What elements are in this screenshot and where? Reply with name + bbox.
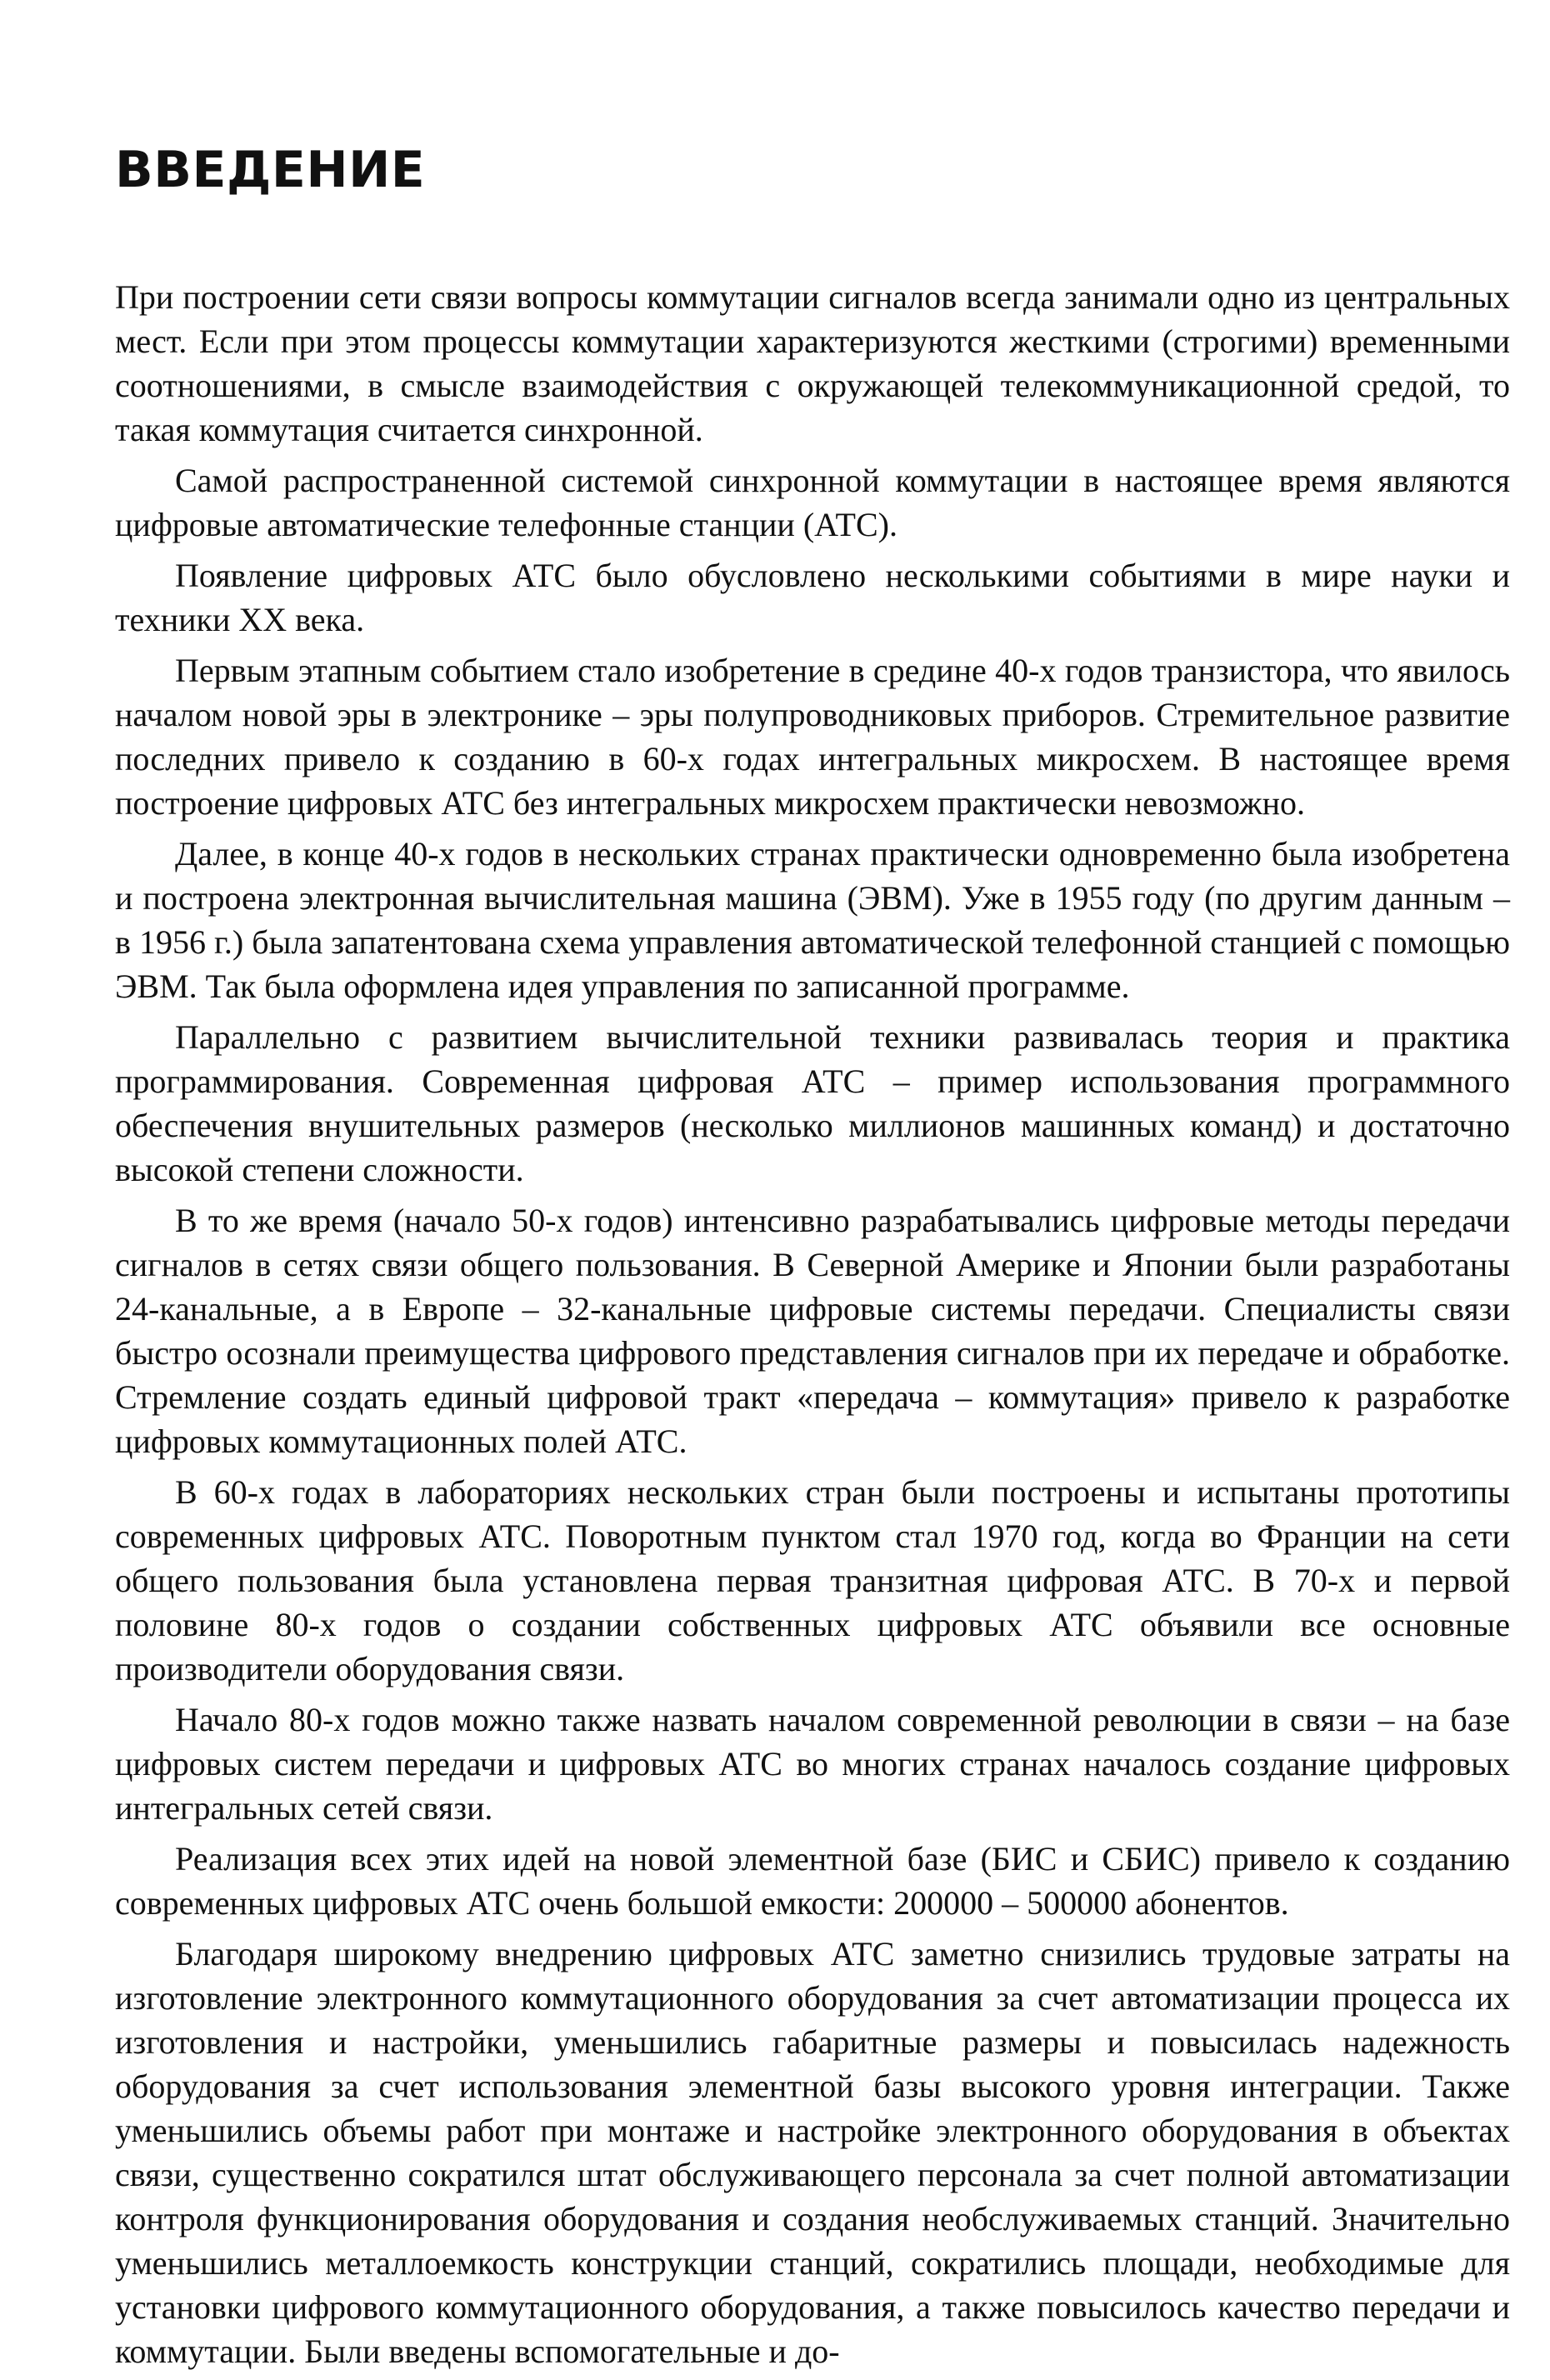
paragraph-3: Появление цифровых АТС было обусловлено несколькими событиями в мире науки и техники XX века. bbox=[115, 557, 1510, 638]
paragraph-11: Благодаря широкому внедрению цифровых АТС заметно снизились трудовые затраты на изготовление электронного коммутационного оборудования за счет автоматизации процесса их изготовления и настройки, уменьшились габаритные размеры и повысилась надежность оборудования за счет использования элементной базы высокого уровня интеграции. Также уменьшились объемы работ при монтаже и настройке электронного оборудования в объектах связи, существенно сократился штат обслуживающего персонала за счет полной автоматизации контроля функционирования оборудования и создания необслуживаемых станций. Значительно уменьшились металлоемкость конструкции станций, сократились площади, необходимые для установки цифрового коммутационного оборудования, а также повысилось качество передачи и коммутации. Были введены вспомогательные и до- bbox=[115, 1935, 1510, 2370]
paragraph-2: Самой распространенной системой синхронной коммутации в настоящее время являются цифровые автоматические телефонные станции (АТС). bbox=[115, 462, 1510, 543]
paragraph-9: Начало 80-х годов можно также назвать началом современной революции в связи – на базе цифровых систем передачи и цифровых АТС во многих странах началось создание цифровых интегральных сетей связи. bbox=[115, 1701, 1510, 1827]
paragraph-8: В 60-х годах в лабораториях нескольких стран были построены и испытаны прототипы современных цифровых АТС. Поворотным пунктом стал 1970 год, когда во Франции на сети общего пользования была установлена первая транзитная цифровая АТС. В 70-х и первой половине 80-х годов о создании собственных цифровых АТС объявили все основные производители оборудования связи. bbox=[115, 1473, 1510, 1688]
paragraph-7: В то же время (начало 50-х годов) интенсивно разрабатывались цифровые методы передачи сигналов в сетях связи общего пользования. В Северной Америке и Японии были разработаны 24-канальные, а в Европе – 32-канальные цифровые системы передачи. Специалисты связи быстро осознали преимущества цифрового представления сигналов при их передаче и обработке. Стремление создать единый цифровой тракт «передача – коммутация» привело к разработке цифровых коммутационных полей АТС. bbox=[115, 1202, 1510, 1460]
chapter-heading: ВВЕДЕНИЕ bbox=[115, 141, 426, 199]
paragraph-1: При построении сети связи вопросы коммутации сигналов всегда занимали одно из центральных мест. Если при этом процессы коммутации характеризуются жесткими (строгими) временными соотношениями, в смысле взаимодействия с окружающей телекоммуникационной средой, то такая коммутация считается синхронной. bbox=[115, 278, 1510, 448]
paragraph-6: Параллельно с развитием вычислительной техники развивалась теория и практика программирования. Современная цифровая АТС – пример использования программного обеспечения внушительных размеров (несколько миллионов машинных команд) и достаточно высокой степени сложности. bbox=[115, 1018, 1510, 1188]
paragraph-4: Первым этапным событием стало изобретение в средине 40-х годов транзистора, что явилось началом новой эры в электронике – эры полупроводниковых приборов. Стремительное развитие последних привело к созданию в 60-х годах интегральных микросхем. В настоящее время построение цифровых АТС без интегральных микросхем практически невозможно. bbox=[115, 652, 1510, 822]
paragraph-10: Реализация всех этих идей на новой элементной базе (БИС и СБИС) привело к созданию современных цифровых АТС очень большой емкости: 200000 – 500000 абонентов. bbox=[115, 1840, 1510, 1922]
paragraph-5: Далее, в конце 40-х годов в нескольких странах практически одновременно была изобретена и построена электронная вычислительная машина (ЭВМ). Уже в 1955 году (по другим данным – в 1956 г.) была запатентована схема управления автоматической телефонной станцией с помощью ЭВМ. Так была оформлена идея управления по записанной программе. bbox=[115, 835, 1510, 1005]
body-text bbox=[115, 275, 1510, 2380]
